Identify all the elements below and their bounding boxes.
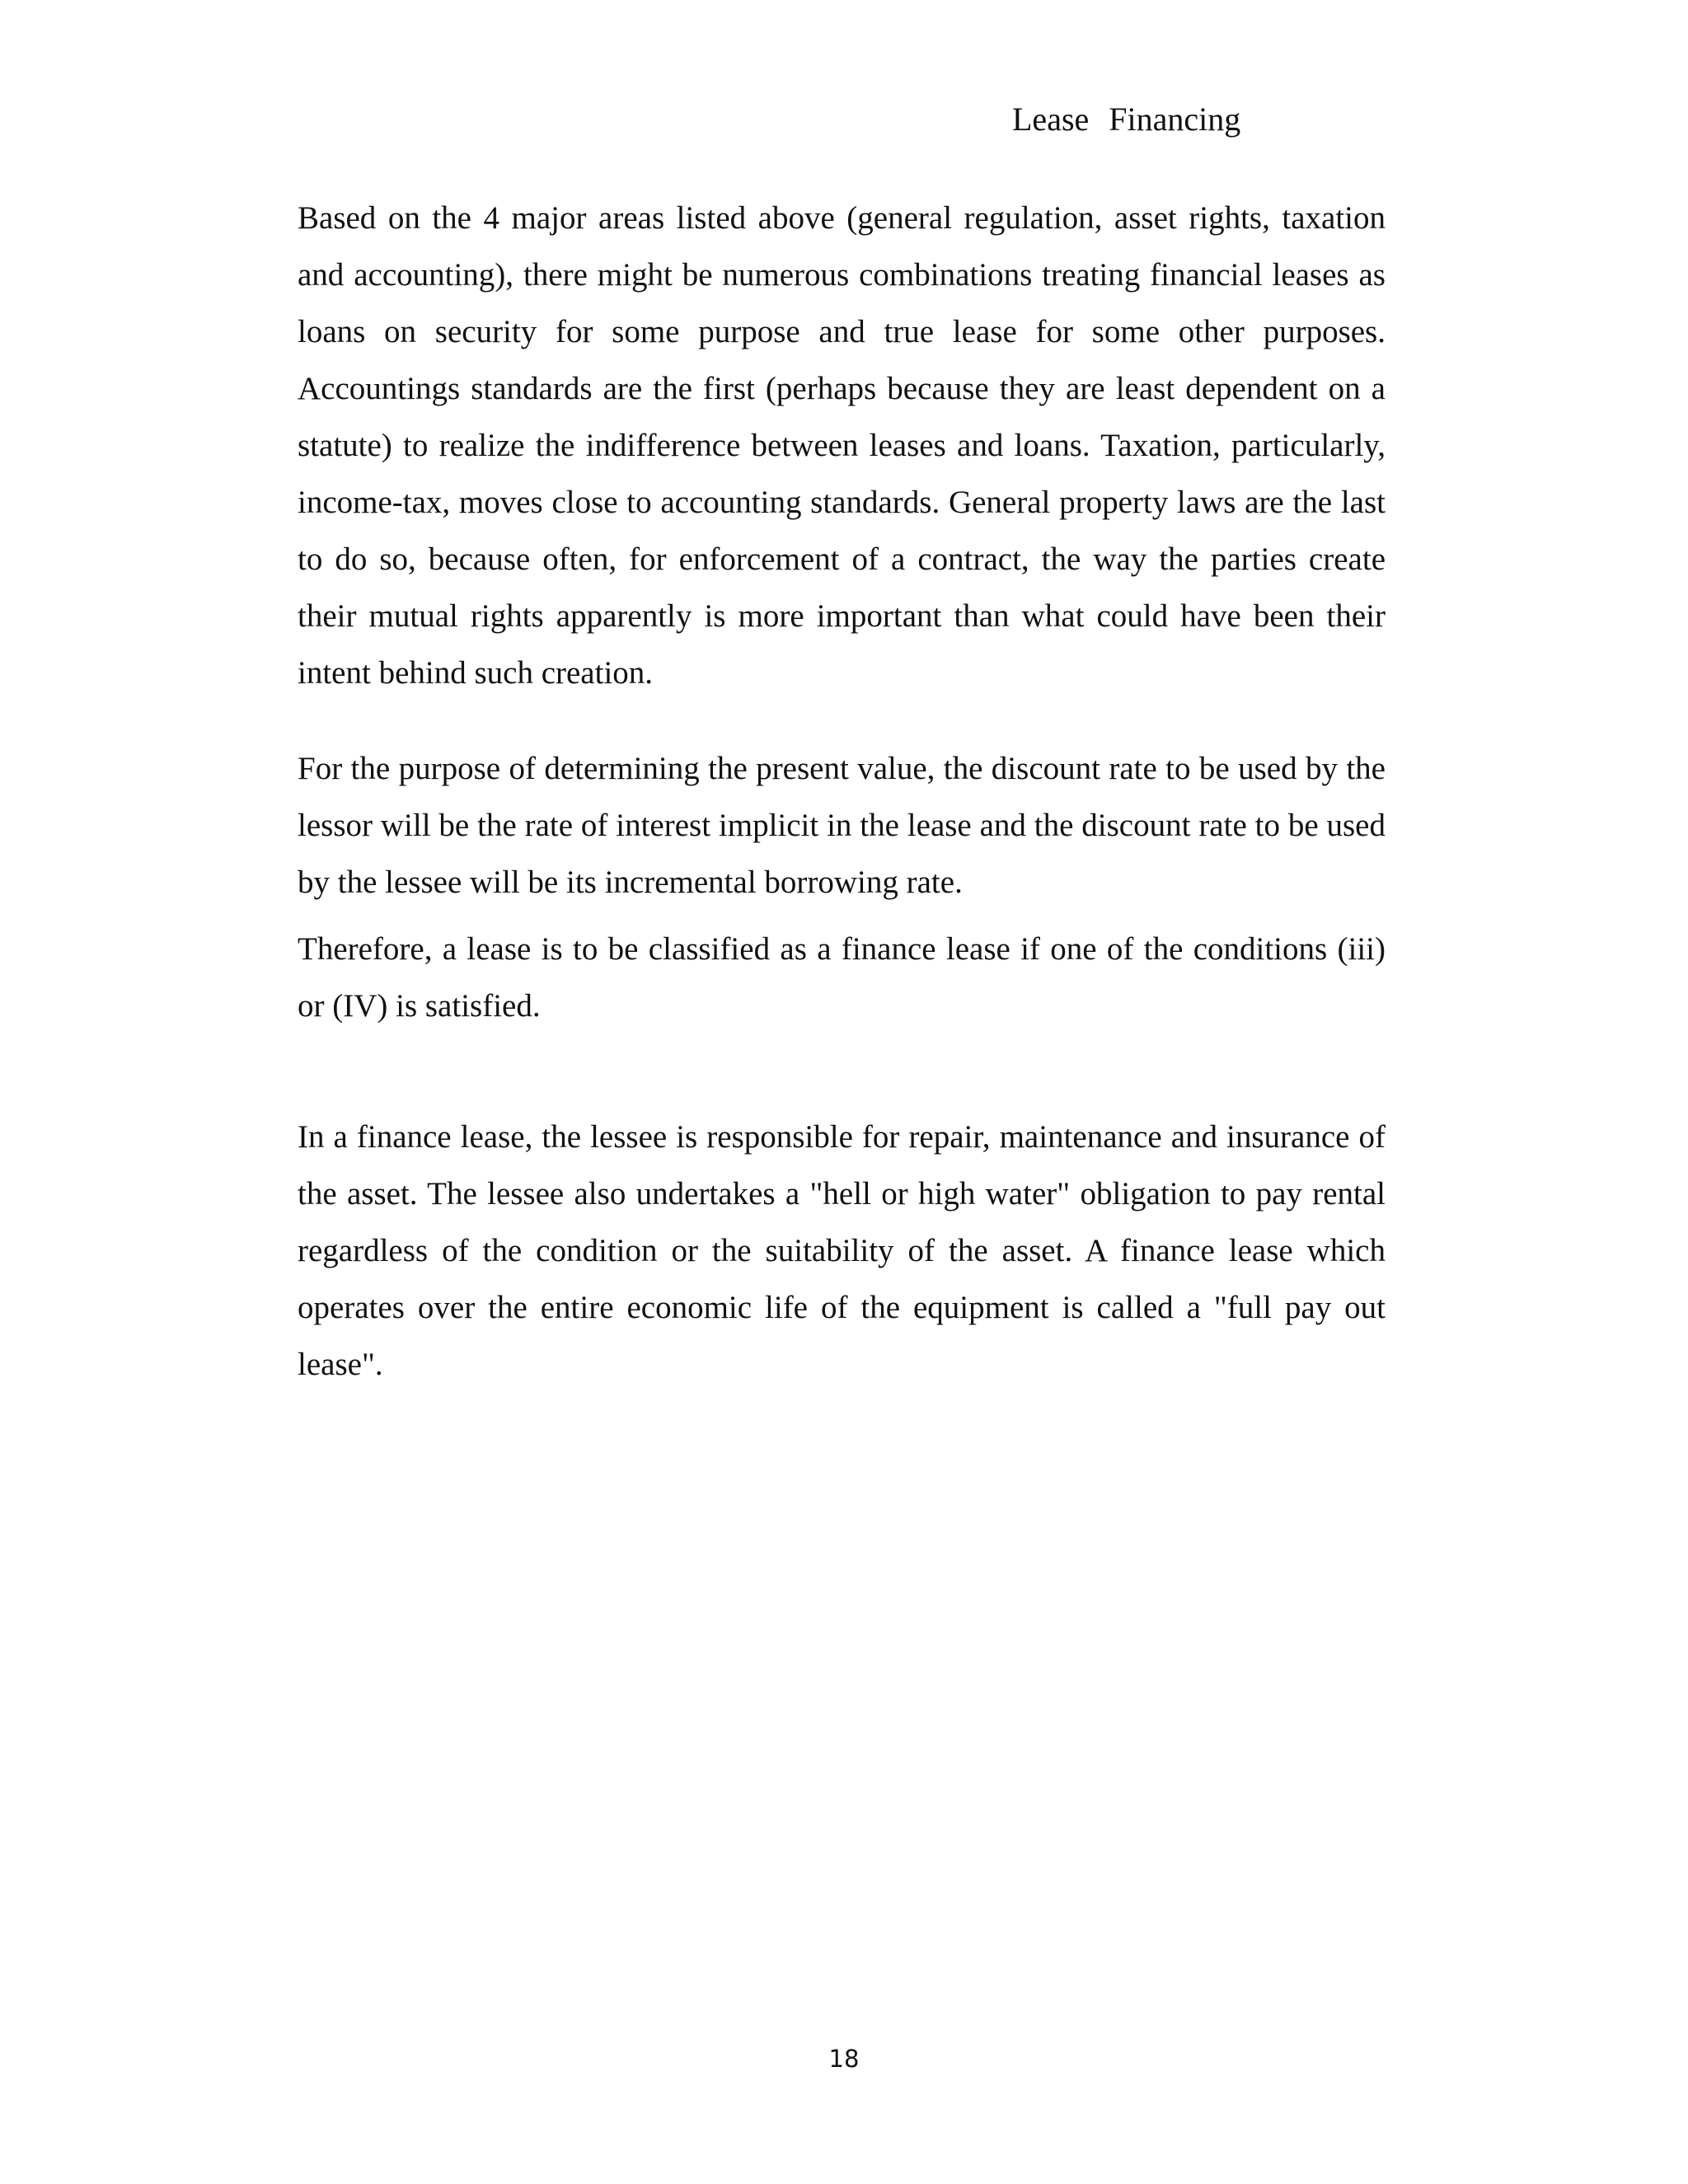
running-header-title: Lease Financing (1012, 101, 1241, 138)
paragraph-classification: Therefore, a lease is to be classified as a finance lease if one of the conditions (iii) or (IV) is satisfied. (298, 931, 1386, 1024)
paragraph-regulation-areas: Based on the 4 major areas listed above (general regulation, asset rights, taxation and accounting), there might be numerous combinations treating financial leases as loans on security for some purpose and true lease for some other purposes. Accountings standards are the first (perhaps because they are least dependent on a statute) to realize the indifference between leases and loans. Taxation, particularly, income-tax, moves close to accounting standards. General property laws are the last to do so, because often, for enforcement of a contract, the way the parties create their mutual rights apparently is more important than what could have been their intent behind such creation. (298, 200, 1386, 691)
paragraph-discount-rate: For the purpose of determining the present value, the discount rate to be used by the lessor will be the rate of interest implicit in the lease and the discount rate to be used by the lessee will be its incremental borrowing rate. (298, 751, 1386, 900)
paragraph-finance-lease-obligations: In a finance lease, the lessee is responsible for repair, maintenance and insurance of the asset. The lessee also undertakes a "hell or high water" obligation to pay rental regardless of the condition or the suitability of the asset. A finance lease which operates over the entire economic life of the equipment is called a "full pay out lease". (298, 1119, 1386, 1382)
page-number: 18 (828, 2045, 860, 2073)
